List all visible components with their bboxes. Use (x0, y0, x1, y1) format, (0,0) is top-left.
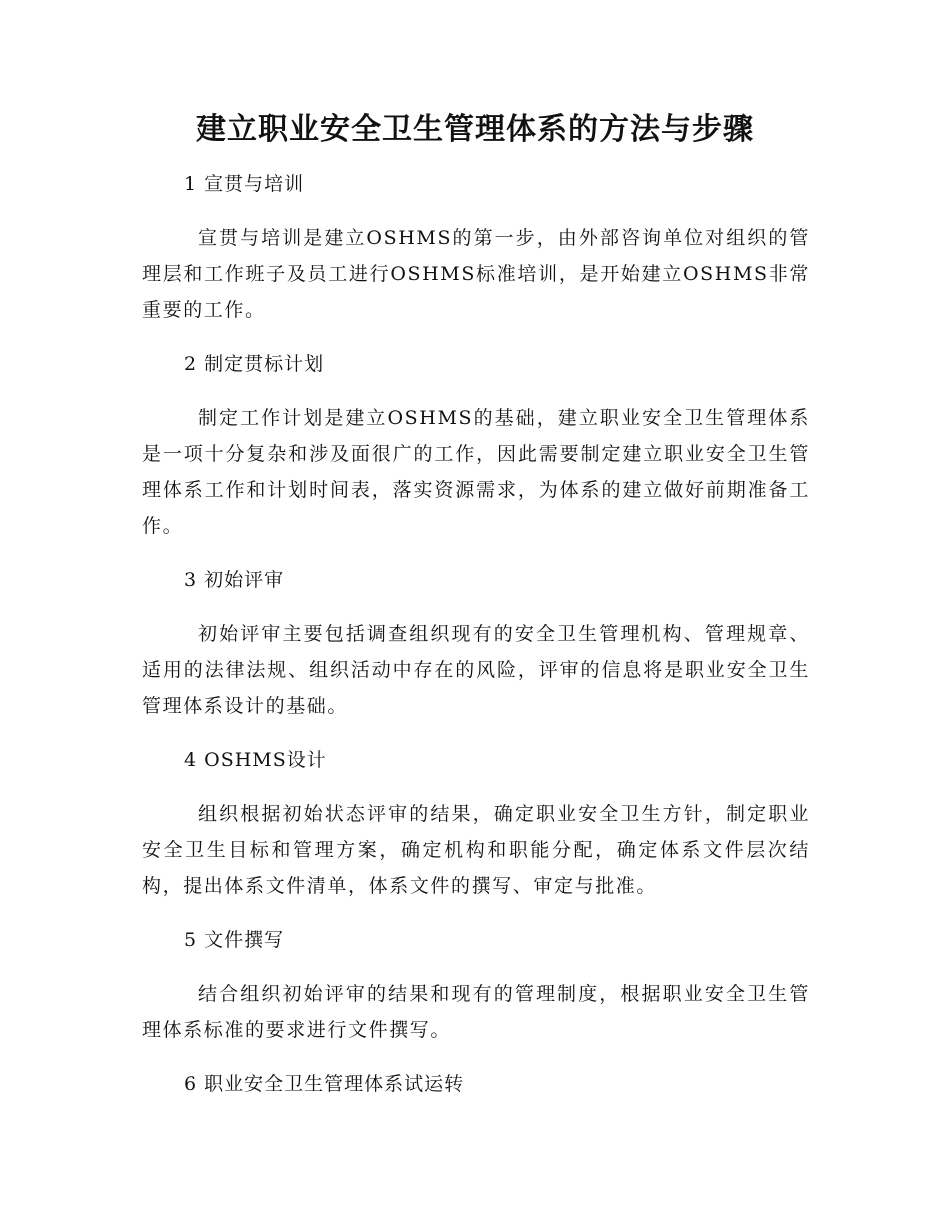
section-paragraph: 制定工作计划是建立OSHMS的基础，建立职业安全卫生管理体系是一项十分复杂和涉及面很广的工作，因此需要制定建立职业安全卫生管理体系工作和计划时间表，落实资源需求，为体系的建立做好前期准备工作。 (142, 407, 810, 537)
document-title: 建立职业安全卫生管理体系的方法与步骤 (196, 112, 754, 147)
section-paragraph: 组织根据初始状态评审的结果，确定职业安全卫生方针，制定职业安全卫生目标和管理方案，确定机构和职能分配，确定体系文件层次结构，提出体系文件清单，体系文件的撰写、审定与批准。 (142, 803, 810, 897)
section-4 (142, 742, 810, 922)
section-heading: 6 职业安全卫生管理体系试运转 (184, 1073, 465, 1095)
section-heading: 3 初始评审 (184, 569, 285, 591)
section-2 (142, 346, 810, 562)
section-heading: 5 文件撰写 (184, 929, 285, 951)
section-heading: 2 制定贯标计划 (184, 353, 325, 375)
section-6 (142, 1066, 810, 1102)
section-heading: 1 宣贯与培训 (184, 173, 305, 195)
section-paragraph: 初始评审主要包括调查组织现有的安全卫生管理机构、管理规章、适用的法律法规、组织活动中存在的风险，评审的信息将是职业安全卫生管理体系设计的基础。 (142, 623, 810, 717)
section-heading: 4 OSHMS设计 (184, 749, 327, 771)
section-1 (142, 166, 810, 346)
section-5 (142, 922, 810, 1066)
document-body (142, 166, 810, 1102)
section-paragraph: 宣贯与培训是建立OSHMS的第一步，由外部咨询单位对组织的管理层和工作班子及员工进行OSHMS标准培训，是开始建立OSHMS非常重要的工作。 (142, 227, 810, 321)
section-paragraph: 结合组织初始评审的结果和现有的管理制度，根据职业安全卫生管理体系标准的要求进行文件撰写。 (142, 983, 810, 1041)
section-3 (142, 562, 810, 742)
